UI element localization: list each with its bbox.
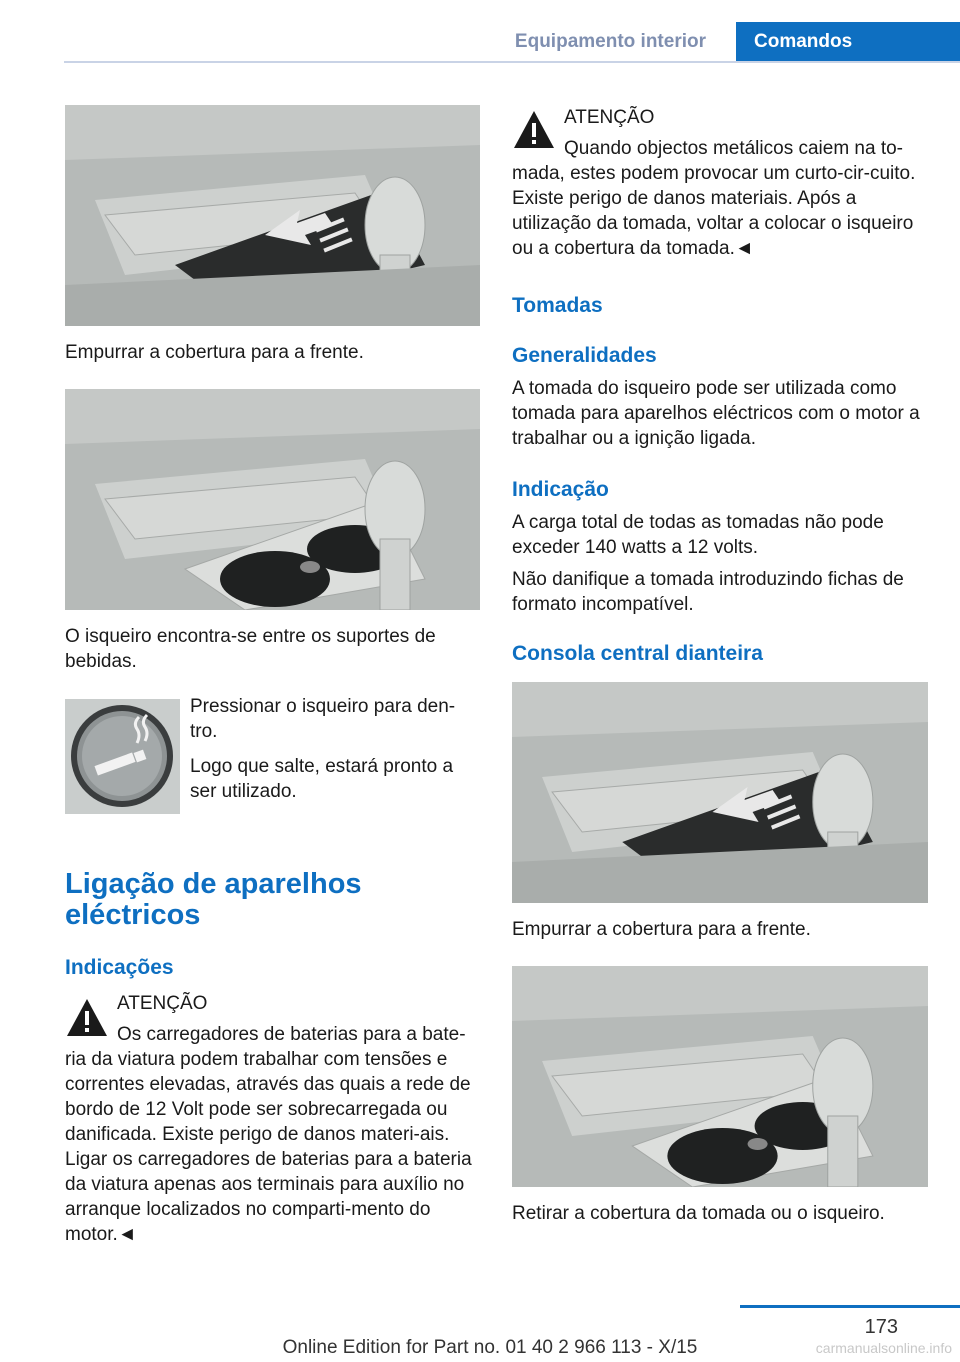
warning-body: Quando objectos metálicos caiem na to-mada, estes podem provocar um curto-cir-cuito. Existe perigo de danos materiais. Após a utilização da tomada, voltar a colocar o isqueiro ou a cobertura da tomada.◄ — [512, 138, 916, 259]
header-section-title: Equipamento interior — [514, 31, 706, 52]
console-cover-photo — [65, 105, 480, 326]
caption-push-cover: Empurrar a cobertura para a frente. — [512, 919, 811, 940]
console-cover-photo — [512, 682, 928, 903]
caption-lighter-location: O isqueiro encontra-se entre os suportes de bebidas. — [65, 626, 436, 672]
header-rule — [64, 61, 960, 63]
footer-edition: Online Edition for Part no. 01 40 2 966 113 - X/15 — [282, 1337, 698, 1358]
warning-label: ATENÇÃO — [564, 107, 655, 128]
lighter-instruction-ready: Logo que salte, estará pronto a ser utilizado. — [190, 756, 454, 802]
heading-indicacao: Indicação — [512, 478, 609, 501]
heading-consola: Consola central dianteira — [512, 642, 763, 665]
warning-body: Os carregadores de baterias para a bate-ria da viatura podem trabalhar com tensões e correntes elevadas, através das quais a rede de bordo de 12 Volt pode ser sobrecarregada ou danificada. Existe perigo de danos materi-ais. Ligar os carregadores de baterias para a bateria da viatura apenas aos terminais para auxílio no arranque localizados no comparti-mento do motor.◄ — [65, 1024, 472, 1245]
lighter-instruction-press: Pressionar o isqueiro para den-tro. — [190, 696, 456, 742]
caption-push-cover: Empurrar a cobertura para a frente. — [65, 342, 364, 363]
warning-label: ATENÇÃO — [117, 993, 208, 1014]
heading-tomadas: Tomadas — [512, 294, 603, 317]
indicacao-body-load: A carga total de todas as tomadas não pode exceder 140 watts a 12 volts. — [512, 512, 884, 558]
indicacao-body-plugs: Não danifique a tomada introduzindo fichas de formato incompatível. — [512, 569, 904, 615]
watermark: carmanualsonline.info — [815, 1340, 952, 1356]
cupholder-photo — [512, 966, 928, 1187]
footer-rule — [740, 1305, 960, 1308]
caption-remove-cover: Retirar a cobertura da tomada ou o isqueiro. — [512, 1203, 885, 1224]
header-tab[interactable]: Comandos — [736, 22, 960, 62]
subheading-indicacoes: Indicações — [65, 956, 174, 979]
section-heading-electrical: Ligação de aparelhos eléctricos — [65, 868, 362, 931]
cigarette-lighter-icon — [65, 699, 180, 814]
page-number: 173 — [864, 1316, 898, 1338]
heading-generalidades: Generalidades — [512, 344, 657, 367]
general-body: A tomada do isqueiro pode ser utilizada como tomada para aparelhos eléctricos com o motor a trabalhar ou a ignição ligada. — [512, 378, 920, 449]
cupholder-photo — [65, 389, 480, 610]
